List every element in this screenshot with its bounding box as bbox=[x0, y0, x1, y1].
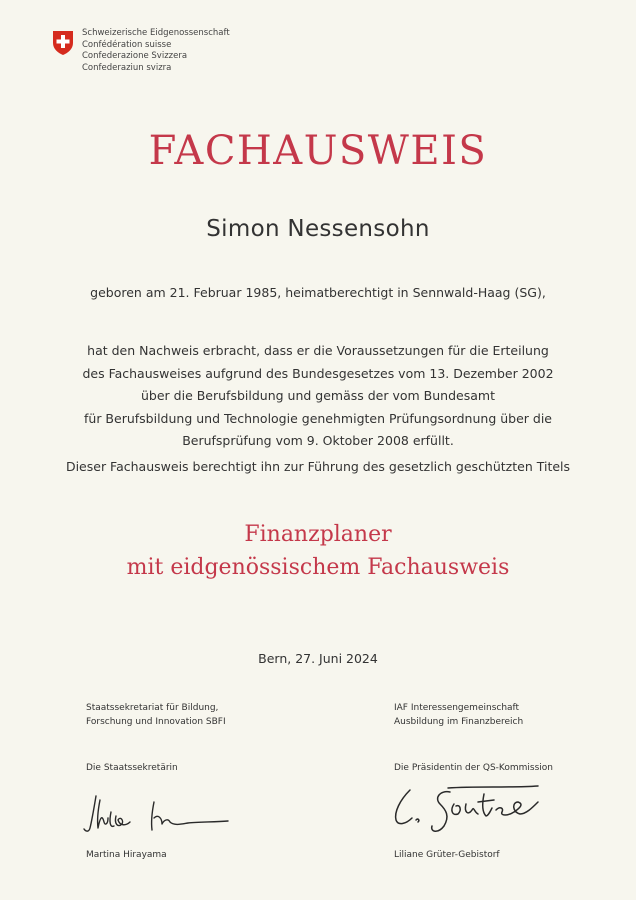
confederation-line-de: Schweizerische Eidgenossenschaft bbox=[82, 28, 230, 38]
degree-title bbox=[0, 518, 636, 584]
holder-name: Simon Nessensohn bbox=[206, 216, 430, 242]
left-institution-line: Forschung und Innovation SBFI bbox=[86, 717, 226, 727]
confederation-name-block bbox=[82, 28, 230, 74]
left-signatory-name: Martina Hirayama bbox=[86, 850, 167, 860]
birth-line: geboren am 21. Februar 1985, heimatberechtigt in Sennwald-Haag (SG), bbox=[90, 285, 546, 300]
right-institution-line: Ausbildung im Finanzbereich bbox=[394, 717, 524, 727]
right-institution bbox=[394, 701, 523, 729]
proof-paragraph bbox=[0, 340, 636, 453]
confederation-header bbox=[52, 28, 230, 74]
left-institution bbox=[86, 701, 226, 729]
right-institution-line: IAF Interessengemeinschaft bbox=[394, 703, 520, 713]
proof-line: über die Berufsbildung und gemäss der vom Bundesamt bbox=[141, 388, 495, 403]
left-signature-icon bbox=[78, 788, 248, 838]
document-title: FACHAUSWEIS bbox=[148, 128, 488, 174]
left-institution-line: Staatssekretariat für Bildung, bbox=[86, 703, 219, 713]
entitlement-line: Dieser Fachausweis berechtigt ihn zur Führung des gesetzlich geschützten Titels bbox=[65, 459, 571, 474]
confederation-line-rm: Confederaziun svizra bbox=[82, 62, 172, 73]
proof-line: Berufsprüfung vom 9. Oktober 2008 erfüllt. bbox=[182, 433, 454, 448]
proof-line: für Berufsbildung und Technologie genehmigten Prüfungsordnung über die bbox=[84, 410, 552, 426]
confederation-line-fr: Confédération suisse bbox=[82, 39, 172, 50]
degree-line-2: mit eidgenössischem Fachausweis bbox=[126, 555, 510, 580]
swiss-cross-shield-icon bbox=[52, 30, 74, 56]
left-signatory-role: Die Staatssekretärin bbox=[86, 763, 178, 773]
degree-line-1: Finanzplaner bbox=[244, 522, 392, 547]
place-date: Bern, 27. Juni 2024 bbox=[258, 651, 378, 666]
proof-line: des Fachausweises aufgrund des Bundesgesetzes vom 13. Dezember 2002 bbox=[82, 365, 554, 381]
right-signatory-name: Liliane Grüter-Gebistorf bbox=[394, 850, 500, 860]
confederation-line-it: Confederazione Svizzera bbox=[82, 51, 188, 61]
right-signature-icon bbox=[388, 782, 558, 842]
right-signatory-role: Die Präsidentin der QS-Kommission bbox=[394, 763, 553, 773]
proof-line: hat den Nachweis erbracht, dass er die Voraussetzungen für die Erteilung bbox=[87, 343, 549, 358]
